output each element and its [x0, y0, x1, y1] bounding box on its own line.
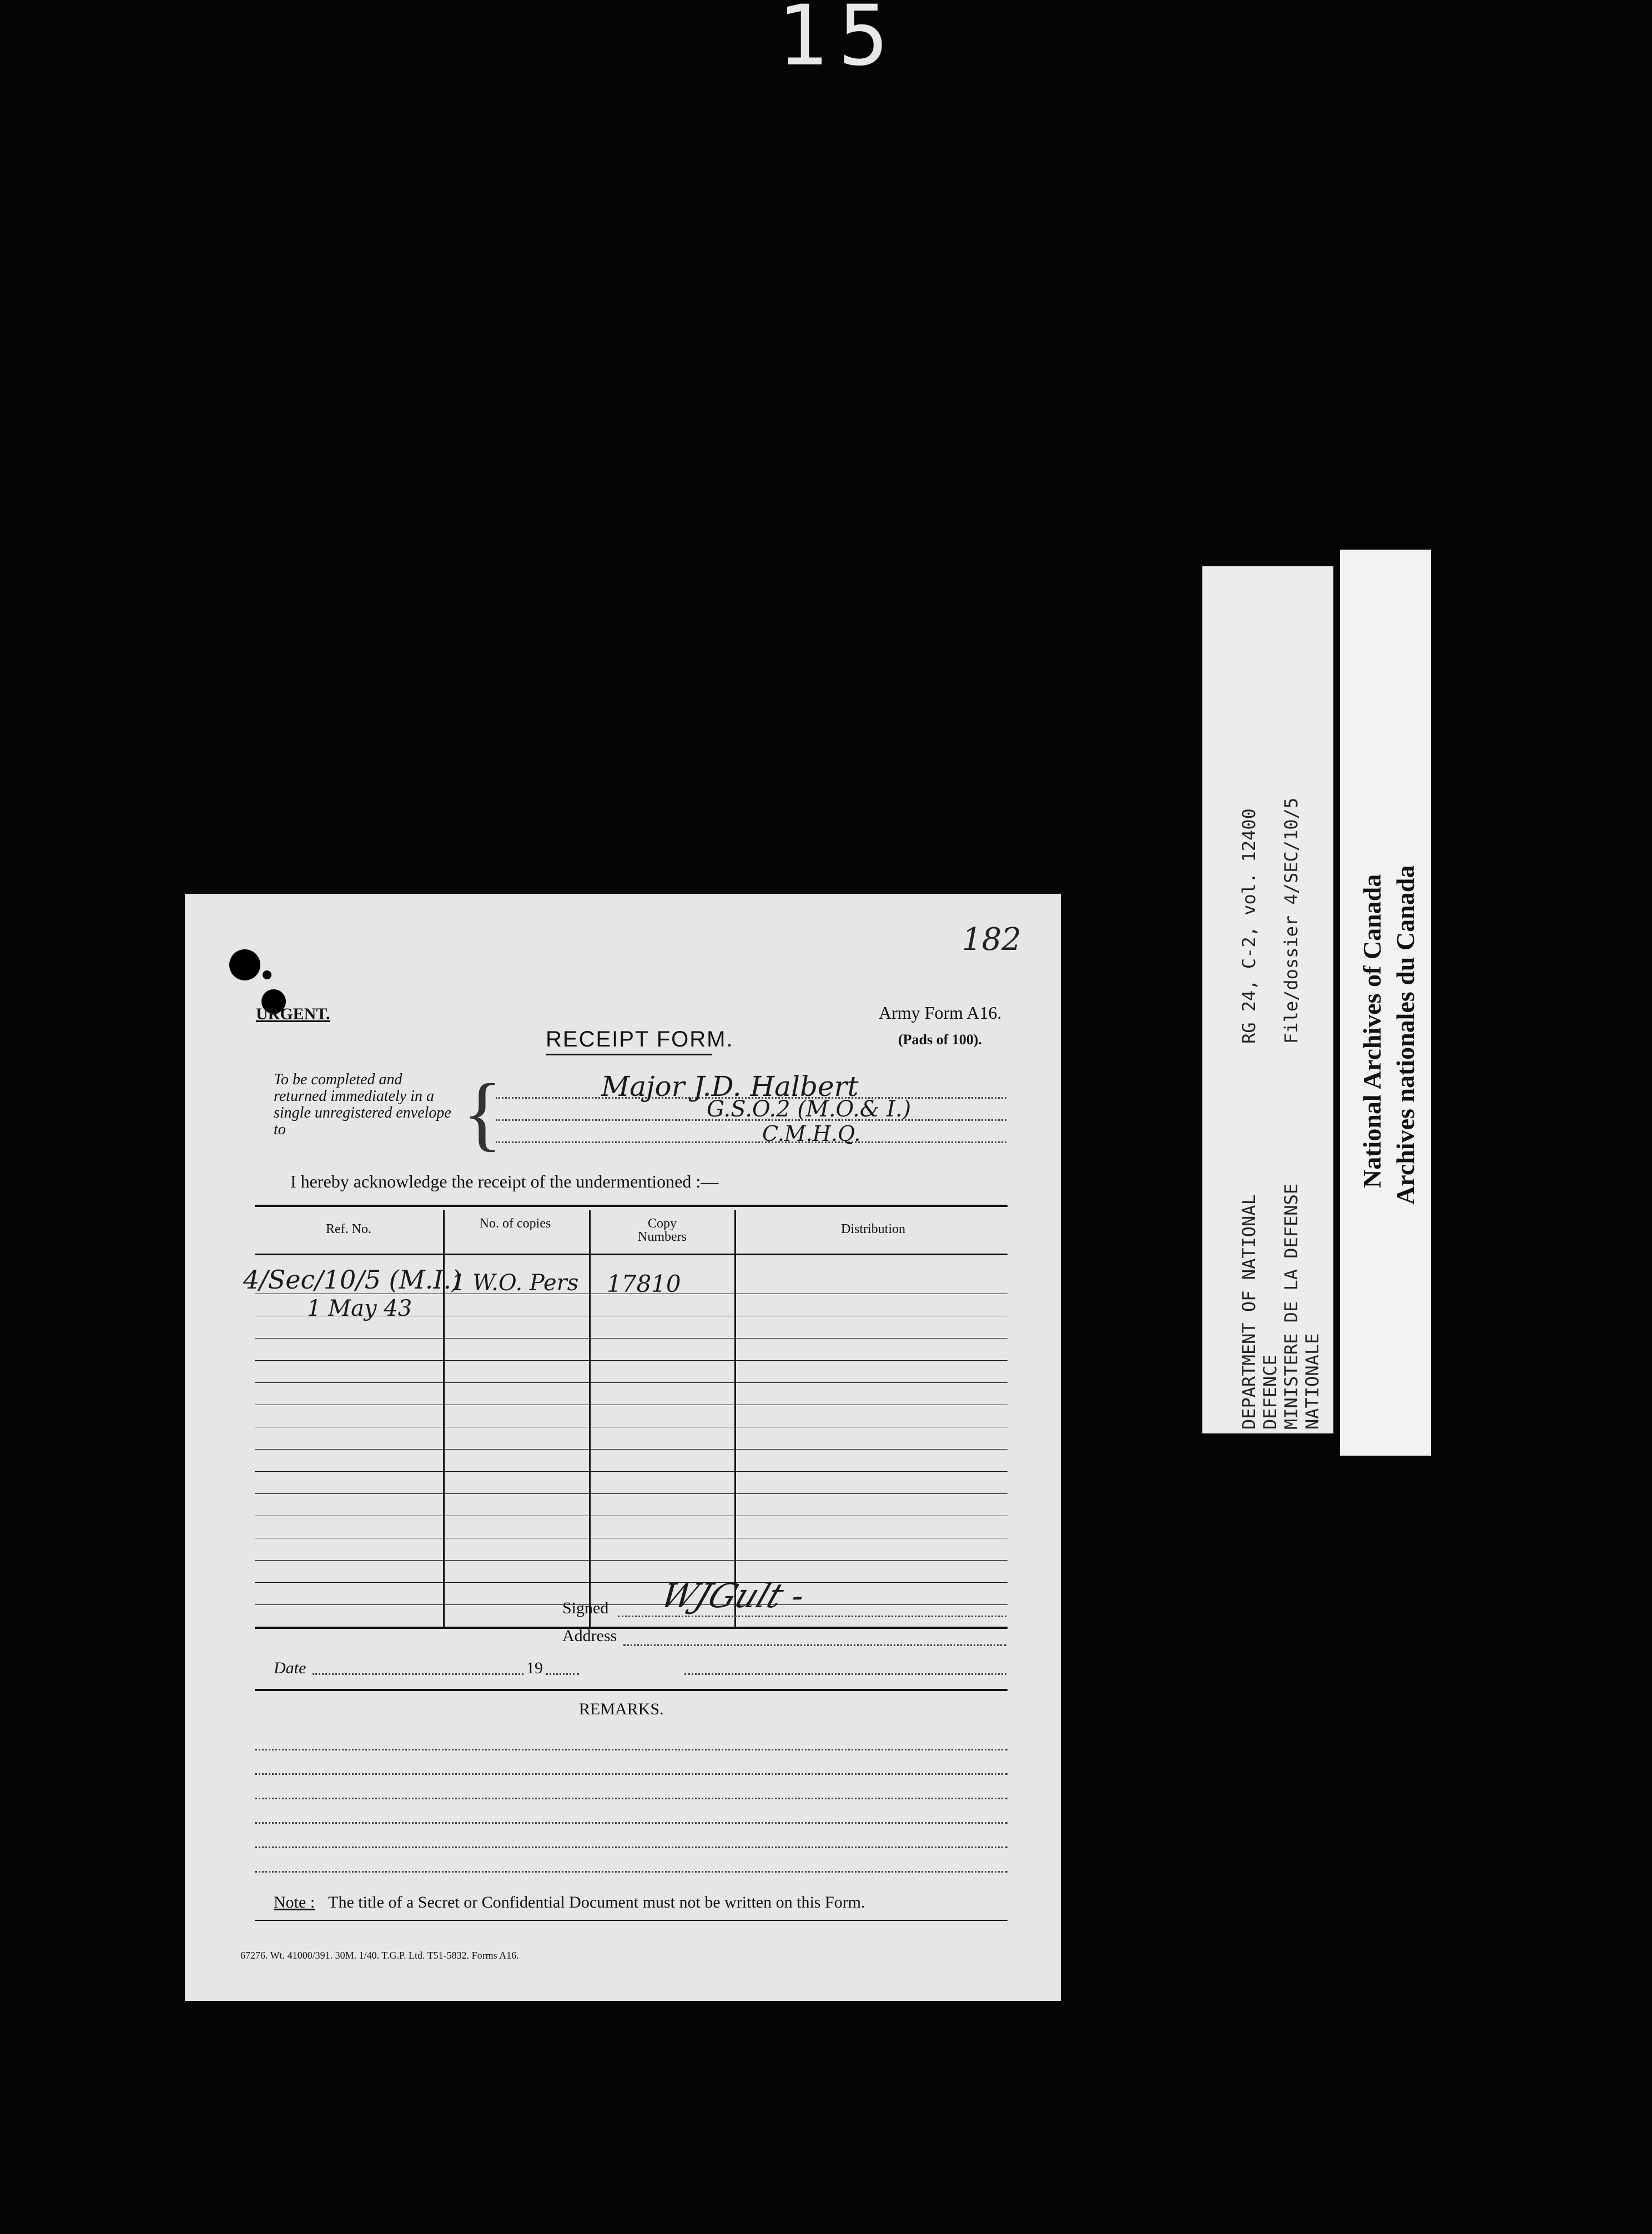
department-line-2: DEFENCE — [1260, 1355, 1281, 1430]
form-title: RECEIPT FORM. — [546, 1027, 734, 1051]
table-row-line — [255, 1338, 1008, 1339]
instructions: To be completed and returned immediately in a single unregistered envelope to — [274, 1071, 451, 1138]
address-line — [496, 1141, 1006, 1143]
table-bottom-rule — [255, 1627, 1008, 1629]
nac-french: Archives nationales du Canada — [1391, 865, 1419, 1205]
copies-value: 1 W.O. Pers — [451, 1270, 579, 1296]
date-extra-line — [684, 1673, 1006, 1675]
note-rule — [255, 1920, 1008, 1921]
department-line-1: DEPARTMENT OF NATIONAL — [1238, 1194, 1260, 1430]
note-text: The title of a Secret or Confidential Document must not be written on this Form. — [328, 1893, 865, 1911]
archive-ref-line-2: File/dossier 4/SEC/10/5 — [1281, 797, 1302, 1044]
archives-label — [1340, 550, 1431, 1456]
ref-number: 4/Sec/10/5 (M.I.) — [243, 1265, 462, 1295]
punch-hole — [229, 949, 260, 980]
signer-address-line — [623, 1644, 1006, 1646]
remarks-line — [255, 1773, 1008, 1775]
remarks-line — [255, 1822, 1008, 1824]
nac-english: National Archives of Canada — [1358, 874, 1386, 1188]
army-form-number: Army Form A16. — [879, 1003, 1002, 1023]
remarks-heading: REMARKS. — [579, 1700, 664, 1718]
table-row-line — [255, 1382, 1008, 1383]
column-divider — [589, 1210, 591, 1627]
table-header-rule — [255, 1254, 1008, 1255]
column-header-copies: No. of copies — [479, 1216, 551, 1231]
table-row-line — [255, 1360, 1008, 1361]
address-label: Address — [562, 1627, 617, 1645]
note — [274, 1893, 865, 1912]
table-row-line — [255, 1493, 1008, 1494]
address-line-1: Major J.D. Halbert — [601, 1070, 859, 1103]
year-line — [546, 1673, 579, 1675]
remarks-line — [255, 1749, 1008, 1750]
pads-note: (Pads of 100). — [898, 1032, 982, 1048]
title-underline — [546, 1054, 712, 1055]
folio-number: 182 — [962, 922, 1021, 958]
remarks-line — [255, 1871, 1008, 1873]
printer-imprint: 67276. Wt. 41000/391. 30M. 1/40. T.G.P. Ltd. T51-5832. Forms A16. — [240, 1950, 519, 1961]
column-header-distribution: Distribution — [840, 1222, 905, 1236]
column-header-ref: Ref. No. — [326, 1222, 371, 1236]
table-row-line — [255, 1449, 1008, 1450]
address-line-3: C.M.H.Q. — [762, 1121, 861, 1146]
column-divider — [734, 1210, 736, 1627]
date-label: Date — [274, 1659, 306, 1677]
remarks-line — [255, 1798, 1008, 1799]
urgent-label: URGENT. — [256, 1005, 330, 1023]
table-row-line — [255, 1471, 1008, 1472]
frame-number: 15 — [777, 0, 900, 84]
archive-reference-label — [1202, 566, 1333, 1433]
signed-label: Signed — [562, 1599, 609, 1617]
signature: WJGult - — [655, 1577, 811, 1616]
copy-numbers-value: 17810 — [607, 1270, 681, 1297]
department-line-4: NATIONALE — [1302, 1333, 1323, 1430]
archive-ref-line-1: RG 24, C-2, vol. 12400 — [1238, 808, 1260, 1044]
table-row-line — [255, 1582, 1008, 1583]
signed-line — [618, 1616, 1006, 1617]
remarks-line — [255, 1846, 1008, 1848]
ref-date: 1 May 43 — [307, 1296, 412, 1321]
column-header-copy-numbers: Copy Numbers — [638, 1216, 687, 1244]
punch-hole — [263, 970, 271, 979]
note-label: Note : — [274, 1893, 315, 1911]
table-row-line — [255, 1604, 1008, 1605]
address-line-2: G.S.O.2 (M.O.& I.) — [707, 1096, 911, 1122]
brace: { — [462, 1067, 502, 1159]
receipt-form — [185, 894, 1061, 2001]
acknowledge-text: I hereby acknowledge the receipt of the undermentioned :— — [290, 1171, 719, 1191]
year-label: 19 — [526, 1659, 543, 1677]
table-row-line — [255, 1560, 1008, 1561]
department-line-3: MINISTERE DE LA DEFENSE — [1281, 1183, 1302, 1430]
remarks-rule — [255, 1689, 1008, 1691]
table-top-rule — [255, 1205, 1008, 1207]
date-line — [313, 1673, 523, 1675]
